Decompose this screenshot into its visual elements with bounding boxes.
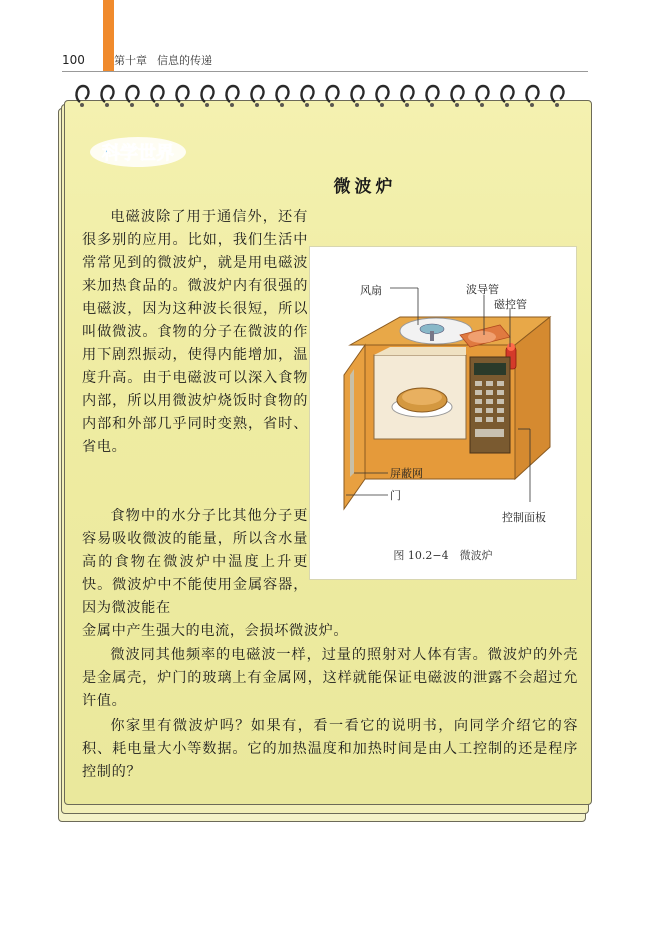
spiral-binding-icon: [74, 80, 584, 110]
badge-text: 科学世界: [102, 143, 174, 164]
microwave-oven-illustration: [310, 247, 576, 537]
label-door: 门: [390, 489, 401, 502]
chapter-title: 信息的传递: [157, 54, 212, 67]
page-number: 100: [62, 53, 85, 67]
microwave-figure: [309, 246, 577, 580]
chapter-number: 第十章: [114, 54, 147, 67]
paragraph-2-head: 食物中的水分子比其他分子更容易吸收微波的能量，所以含水量高的食物在微波炉中温度上升更快。微波炉中不能使用金属容器，因为微波能在: [82, 508, 308, 616]
paragraph-2-tail: 金属中产生强大的电流，会损坏微波炉。: [82, 623, 349, 639]
science-world-badge: [88, 132, 188, 170]
label-waveguide: 波导管: [466, 283, 499, 296]
label-magnetron: 磁控管: [494, 298, 527, 311]
article-title: 微波炉: [333, 177, 397, 197]
paragraph-3: 微波同其他频率的电磁波一样，过量的照射对人体有害。微波炉的外壳是金属壳，炉门的玻璃上有金属网，这样就能保证电磁波的泄露不会超过允许值。: [82, 647, 578, 709]
label-fan: 风扇: [360, 284, 382, 297]
header-divider: [62, 71, 588, 72]
paragraph-4: 你家里有微波炉吗？如果有，看一看它的说明书，向同学介绍它的容积、耗电量大小等数据。它的加热温度和加热时间是由人工控制的还是程序控制的？: [82, 718, 578, 780]
label-shield-mesh: 屏蔽网: [390, 467, 423, 480]
label-control-panel: 控制面板: [502, 511, 546, 524]
figure-caption: 图 10.2−4 微波炉: [393, 549, 493, 562]
page-header: [62, 50, 212, 70]
paragraph-1: 电磁波除了用于通信外，还有很多别的应用。比如，我们生活中常常见到的微波炉，就是用电磁波来加热食品的。微波炉内有很强的电磁波，因为这种波长很短，所以叫做微波。食物的分子在微波的作用下剧烈振动，使得内能增加，温度升高。由于电磁波可以深入食物内部，所以用微波炉烧饭时食物的内部和外部几乎同时变熟，省时、省电。: [82, 209, 308, 455]
